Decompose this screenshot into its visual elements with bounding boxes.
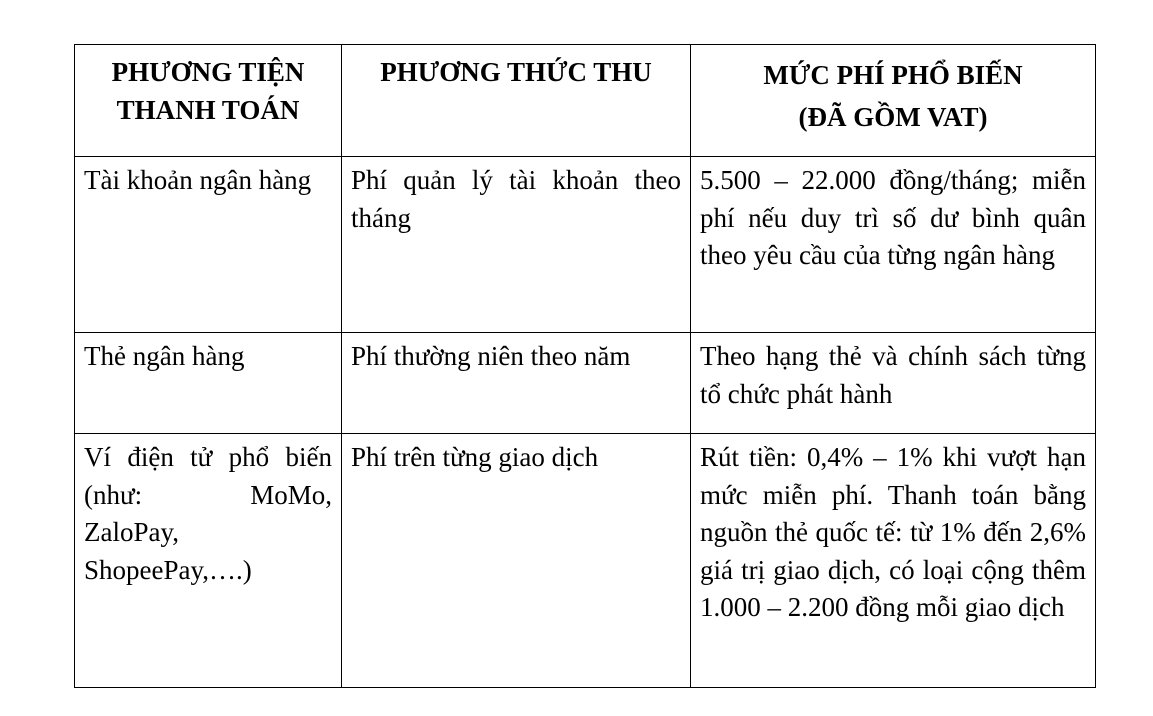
table-row: [75, 333, 1096, 434]
cell-fee: Theo hạng thẻ và chính sách từng tổ chức phát hành: [691, 333, 1096, 434]
header-collection-method: [342, 45, 691, 157]
fee-table: [74, 44, 1096, 688]
header-row: [75, 45, 1096, 157]
header-payment-instrument-line1: PHƯƠNG TIỆN: [111, 57, 305, 87]
header-common-fee-line2: (ĐÃ GỒM VAT): [798, 102, 988, 132]
header-payment-instrument: [75, 45, 342, 157]
cell-fee: 5.500 – 22.000 đồng/tháng; miễn phí nếu duy trì số dư bình quân theo yêu cầu của từng ngân hàng: [691, 157, 1096, 333]
cell-method: Phí quản lý tài khoản theo tháng: [342, 157, 691, 333]
header-common-fee-line1: MỨC PHÍ PHỔ BIẾN: [763, 60, 1023, 90]
cell-method: Phí thường niên theo năm: [342, 333, 691, 434]
header-collection-method-line1: PHƯƠNG THỨC THU: [380, 57, 652, 87]
table-row: [75, 434, 1096, 688]
header-common-fee: [691, 45, 1096, 157]
table-row: [75, 157, 1096, 333]
cell-instrument: Thẻ ngân hàng: [75, 333, 342, 434]
cell-instrument: Ví điện tử phổ biến (như: MoMo, ZaloPay, ShopeePay,….): [75, 434, 342, 688]
cell-fee: Rút tiền: 0,4% – 1% khi vượt hạn mức miễn phí. Thanh toán bằng nguồn thẻ quốc tế: từ 1% đến 2,6% giá trị giao dịch, có loại cộng thêm 1.000 – 2.200 đồng mỗi giao dịch: [691, 434, 1096, 688]
cell-instrument: Tài khoản ngân hàng: [75, 157, 342, 333]
header-payment-instrument-line2: THANH TOÁN: [116, 94, 300, 125]
cell-method: Phí trên từng giao dịch: [342, 434, 691, 688]
